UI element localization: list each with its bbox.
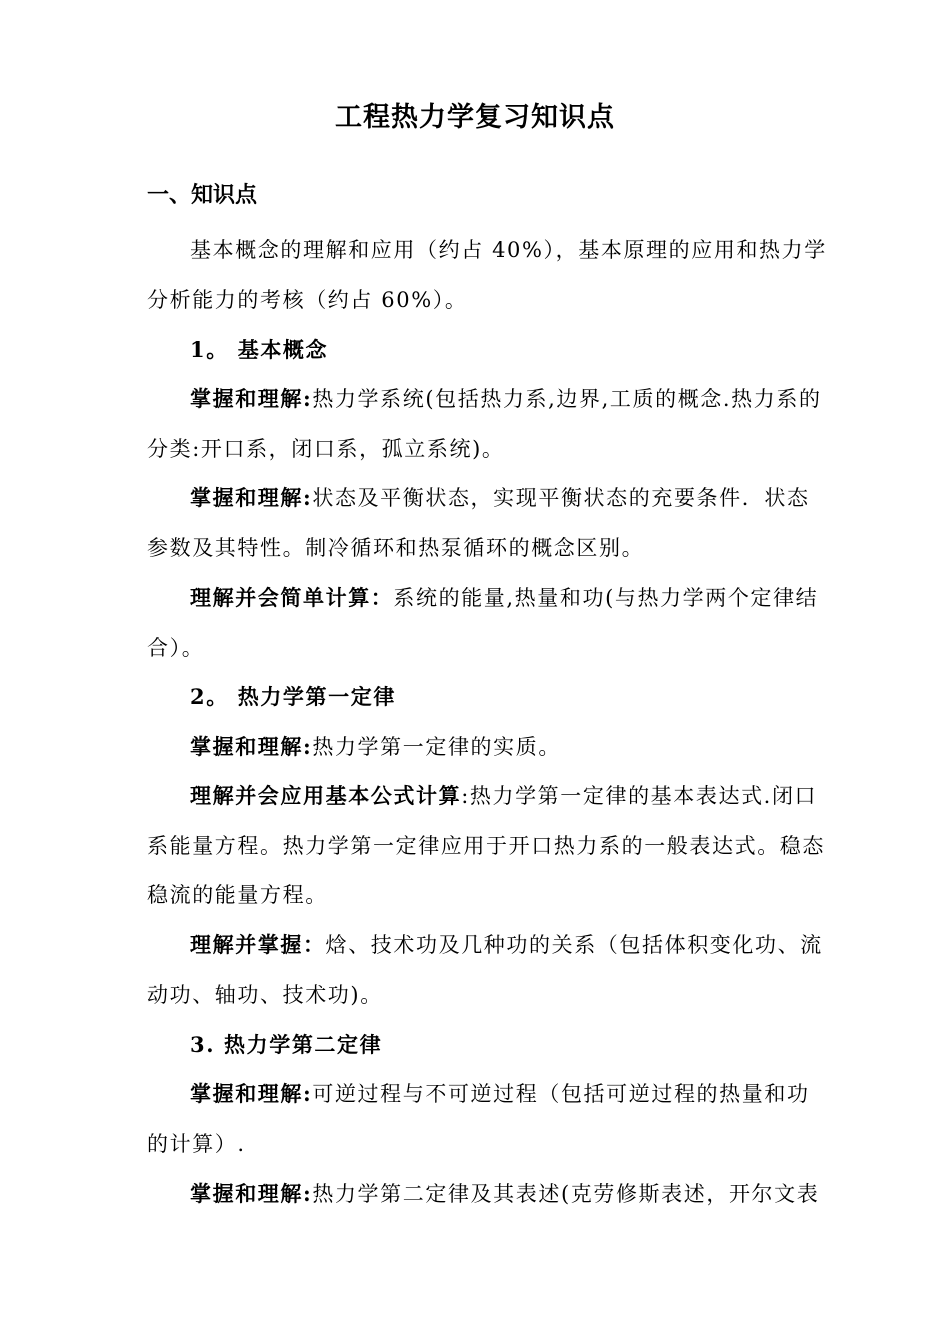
paragraph-text: 状态及平衡状态，实现平衡状态的充要条件．状态 xyxy=(312,486,810,510)
paragraph-line xyxy=(190,1078,810,1108)
paragraph-label: 掌握和理解: xyxy=(190,1181,313,1206)
paragraph-line: 系能量方程。热力学第一定律应用于开口热力系的一般表达式。稳态 xyxy=(147,834,825,858)
paragraph-line: 参数及其特性。制冷循环和热泵循环的概念区别。 xyxy=(147,536,645,560)
intro-line-1: 基本概念的理解和应用（约占 40%），基本原理的应用和热力学 xyxy=(190,238,827,262)
paragraph-text: 热力学系统(包括热力系,边界,工质的概念.热力系的 xyxy=(312,387,822,411)
paragraph-line xyxy=(190,482,810,512)
paragraph-text: :热力学第一定律的基本表达式.闭口 xyxy=(461,784,818,808)
paragraph-label: 理解并掌握： xyxy=(190,932,326,957)
subsection-heading-first-law: 2。 热力学第一定律 xyxy=(190,684,396,709)
paragraph-text: 热力学第一定律的实质。 xyxy=(312,735,561,759)
page-title: 工程热力学复习知识点 xyxy=(335,102,615,133)
paragraph-text: 可逆过程与不可逆过程（包括可逆过程的热量和功 xyxy=(312,1082,810,1106)
paragraph-line: 分类:开口系，闭口系，孤立系统)。 xyxy=(147,437,505,461)
paragraph-text: 焓、技术功及几种功的关系（包括体积变化功、流 xyxy=(325,933,823,957)
paragraph-line xyxy=(190,731,561,761)
paragraph-line xyxy=(190,1178,819,1208)
paragraph-label: 理解并会简单计算： xyxy=(190,585,394,610)
paragraph-label: 掌握和理解: xyxy=(190,485,313,510)
paragraph-line: 的计算）. xyxy=(147,1132,246,1156)
subsection-heading-second-law: 3. 热力学第二定律 xyxy=(190,1032,383,1057)
paragraph-label: 掌握和理解: xyxy=(190,1081,313,1106)
paragraph-line xyxy=(190,929,823,959)
paragraph-line xyxy=(190,383,822,413)
paragraph-line xyxy=(190,780,817,810)
paragraph-line xyxy=(190,582,818,612)
paragraph-line: 稳流的能量方程。 xyxy=(147,883,328,907)
paragraph-label: 掌握和理解: xyxy=(190,734,313,759)
paragraph-text: 系统的能量,热量和功(与热力学两个定律结 xyxy=(393,586,819,610)
subsection-heading-basic-concepts: 1。 基本概念 xyxy=(190,337,329,362)
section-heading-knowledge-points: 一、知识点 xyxy=(147,182,258,208)
paragraph-label: 掌握和理解: xyxy=(190,386,313,411)
paragraph-line: 合）。 xyxy=(147,636,205,660)
paragraph-text: 热力学第二定律及其表述(克劳修斯表述，开尔文表 xyxy=(312,1182,820,1206)
paragraph-label: 理解并会应用基本公式计算 xyxy=(190,783,462,808)
intro-line-2: 分析能力的考核（约占 60%）。 xyxy=(147,288,468,312)
paragraph-line: 动功、轴功、技术功)。 xyxy=(147,983,383,1007)
